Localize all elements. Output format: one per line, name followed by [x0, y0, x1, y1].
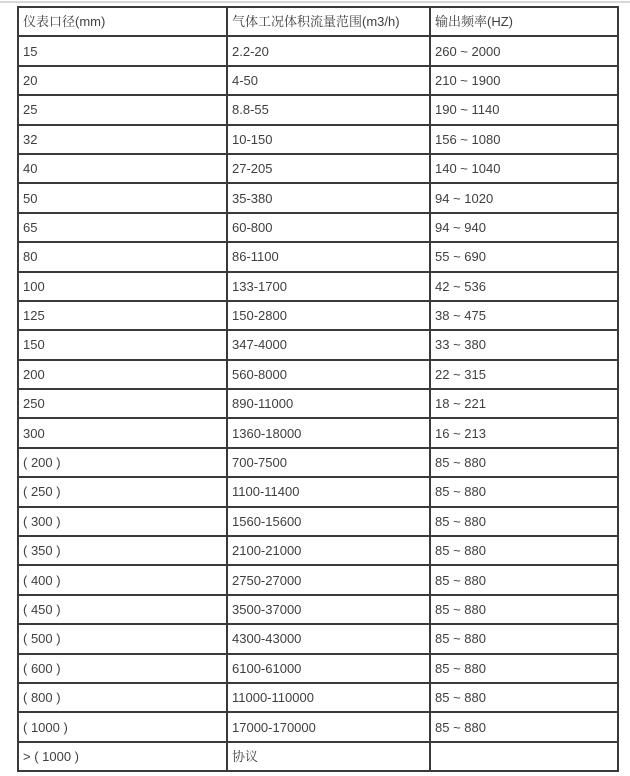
table-cell: ( 500 )	[18, 624, 227, 653]
table-cell: 协议	[227, 742, 430, 771]
table-cell: 80	[18, 242, 227, 271]
table-cell: 32	[18, 125, 227, 154]
table-cell: 2.2-20	[227, 36, 430, 65]
table-cell: 560-8000	[227, 360, 430, 389]
table-cell: 133-1700	[227, 272, 430, 301]
table-row	[18, 418, 618, 447]
column-header-gas-flow-range: 气体工况体积流量范围(m3/h)	[227, 7, 430, 36]
table-row	[18, 624, 618, 653]
table-cell: 100	[18, 272, 227, 301]
table-cell: 50	[18, 183, 227, 212]
table-cell: 156 ~ 1080	[430, 125, 618, 154]
table-cell: 94 ~ 1020	[430, 183, 618, 212]
table-cell: ( 300 )	[18, 507, 227, 536]
header-row	[18, 7, 618, 36]
table-cell: 38 ~ 475	[430, 301, 618, 330]
flowmeter-spec-table	[17, 6, 619, 772]
table-cell: 85 ~ 880	[430, 565, 618, 594]
top-divider-rule	[0, 1, 630, 3]
table-cell	[430, 742, 618, 771]
table-cell: 85 ~ 880	[430, 683, 618, 712]
table-row	[18, 742, 618, 771]
table-cell: 55 ~ 690	[430, 242, 618, 271]
table-cell: 85 ~ 880	[430, 507, 618, 536]
table-cell: 85 ~ 880	[430, 448, 618, 477]
table-cell: 22 ~ 315	[430, 360, 618, 389]
table-cell: 125	[18, 301, 227, 330]
table-cell: 42 ~ 536	[430, 272, 618, 301]
table-cell: 2100-21000	[227, 536, 430, 565]
table-cell: 260 ~ 2000	[430, 36, 618, 65]
table-cell: 150	[18, 330, 227, 359]
table-cell: 6100-61000	[227, 654, 430, 683]
table-row	[18, 360, 618, 389]
table-cell: 140 ~ 1040	[430, 154, 618, 183]
table-row	[18, 183, 618, 212]
table-cell: ( 400 )	[18, 565, 227, 594]
table-cell: ( 450 )	[18, 595, 227, 624]
table-row	[18, 36, 618, 65]
table-row	[18, 301, 618, 330]
table-cell: 85 ~ 880	[430, 624, 618, 653]
table-cell: 890-11000	[227, 389, 430, 418]
table-cell: 85 ~ 880	[430, 477, 618, 506]
table-cell: 40	[18, 154, 227, 183]
table-row	[18, 242, 618, 271]
table-cell: 11000-110000	[227, 683, 430, 712]
table-cell: > ( 1000 )	[18, 742, 227, 771]
table-cell: 4-50	[227, 66, 430, 95]
table-cell: 2750-27000	[227, 565, 430, 594]
table-cell: ( 600 )	[18, 654, 227, 683]
table-cell: 3500-37000	[227, 595, 430, 624]
table-cell: 60-800	[227, 213, 430, 242]
table-cell: 33 ~ 380	[430, 330, 618, 359]
table-cell: 17000-170000	[227, 712, 430, 741]
table-row	[18, 95, 618, 124]
table-row	[18, 595, 618, 624]
table-cell: 150-2800	[227, 301, 430, 330]
table-cell: ( 250 )	[18, 477, 227, 506]
table-cell: 190 ~ 1140	[430, 95, 618, 124]
table-cell: ( 800 )	[18, 683, 227, 712]
table-cell: 16 ~ 213	[430, 418, 618, 447]
table-cell: 86-1100	[227, 242, 430, 271]
table-row	[18, 213, 618, 242]
table-cell: 250	[18, 389, 227, 418]
table-cell: 200	[18, 360, 227, 389]
table-row	[18, 477, 618, 506]
table-cell: 94 ~ 940	[430, 213, 618, 242]
table-row	[18, 389, 618, 418]
table-cell: 4300-43000	[227, 624, 430, 653]
table-row	[18, 507, 618, 536]
table-cell: 300	[18, 418, 227, 447]
table-cell: 20	[18, 66, 227, 95]
table-cell: ( 1000 )	[18, 712, 227, 741]
table-row	[18, 536, 618, 565]
table-cell: 1360-18000	[227, 418, 430, 447]
table-cell: 700-7500	[227, 448, 430, 477]
table-cell: 85 ~ 880	[430, 654, 618, 683]
table-row	[18, 66, 618, 95]
table-cell: 65	[18, 213, 227, 242]
table-cell: 1100-11400	[227, 477, 430, 506]
table-cell: 35-380	[227, 183, 430, 212]
table-row	[18, 654, 618, 683]
table-cell: 27-205	[227, 154, 430, 183]
table-cell: ( 350 )	[18, 536, 227, 565]
table-row	[18, 448, 618, 477]
table-cell: 8.8-55	[227, 95, 430, 124]
table-cell: 85 ~ 880	[430, 712, 618, 741]
table-row	[18, 683, 618, 712]
table-cell: 347-4000	[227, 330, 430, 359]
table-body	[18, 36, 618, 771]
table-cell: ( 200 )	[18, 448, 227, 477]
table-row	[18, 330, 618, 359]
table-cell: 10-150	[227, 125, 430, 154]
table-cell: 85 ~ 880	[430, 536, 618, 565]
column-header-output-frequency: 输出频率(HZ)	[430, 7, 618, 36]
table-cell: 18 ~ 221	[430, 389, 618, 418]
table-row	[18, 272, 618, 301]
table-row	[18, 154, 618, 183]
table-row	[18, 565, 618, 594]
table-row	[18, 125, 618, 154]
table-cell: 210 ~ 1900	[430, 66, 618, 95]
table-cell: 15	[18, 36, 227, 65]
table-cell: 25	[18, 95, 227, 124]
table-cell: 1560-15600	[227, 507, 430, 536]
column-header-meter-diameter: 仪表口径(mm)	[18, 7, 227, 36]
table-cell: 85 ~ 880	[430, 595, 618, 624]
table-row	[18, 712, 618, 741]
